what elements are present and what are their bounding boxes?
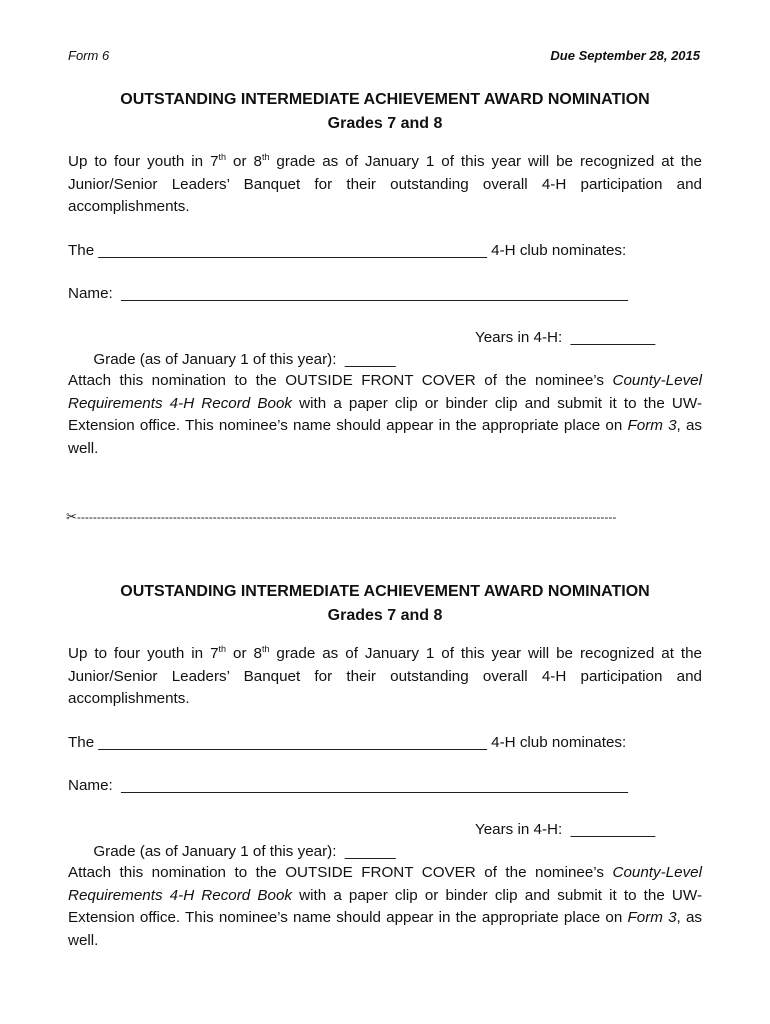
scissors-icon: ✂	[66, 509, 77, 524]
grade-years-row	[68, 327, 702, 368]
club-line: The ______________________________________________ 4-H club nominates:	[68, 733, 627, 751]
form-label: Form 6	[68, 48, 110, 63]
due-date: Due September 28, 2015	[550, 48, 700, 63]
years-line: Years in 4-H: __________	[475, 820, 656, 838]
cut-line	[66, 509, 656, 525]
nomination-section-1	[68, 88, 702, 460]
attach-paragraph: Attach this nomination to the OUTSIDE FRONT COVER of the nominee’s County-Level Requirements 4-H Record Book with a paper clip or binder clip and submit it to the UW-Extension office. This nominee’s name should appear in the appropriate place on Form 3, as well.	[68, 864, 702, 949]
nomination-section-2	[68, 580, 702, 952]
intro-paragraph: Up to four youth in 7th or 8th grade as of January 1 of this year will be recognized at the Junior/Senior Leaders’ Banquet for their outstanding overall 4-H participation and accomplishments.	[68, 152, 702, 215]
section-subtitle: Grades 7 and 8	[327, 607, 443, 624]
section-subtitle: Grades 7 and 8	[327, 115, 443, 132]
grade-line: Grade (as of January 1 of this year): ______	[93, 351, 396, 368]
club-line: The ______________________________________________ 4-H club nominates:	[68, 241, 627, 259]
section-title: OUTSTANDING INTERMEDIATE ACHIEVEMENT AWARD NOMINATION	[120, 583, 650, 600]
years-line: Years in 4-H: __________	[475, 328, 656, 346]
attach-paragraph: Attach this nomination to the OUTSIDE FRONT COVER of the nominee’s County-Level Requirements 4-H Record Book with a paper clip or binder clip and submit it to the UW-Extension office. This nominee’s name should appear in the appropriate place on Form 3, as well.	[68, 372, 702, 457]
grade-line: Grade (as of January 1 of this year): ______	[93, 843, 396, 860]
name-line: Name: ____________________________________________________________	[68, 777, 628, 794]
section-title: OUTSTANDING INTERMEDIATE ACHIEVEMENT AWARD NOMINATION	[120, 91, 650, 108]
grade-years-row	[68, 819, 702, 860]
intro-paragraph: Up to four youth in 7th or 8th grade as of January 1 of this year will be recognized at the Junior/Senior Leaders’ Banquet for their outstanding overall 4-H participation and accomplishments.	[68, 644, 702, 707]
name-line: Name: ____________________________________________________________	[68, 285, 628, 302]
cut-dashes: ---------------------------------------------------------------------------------------------------------------------------------------	[76, 510, 617, 524]
